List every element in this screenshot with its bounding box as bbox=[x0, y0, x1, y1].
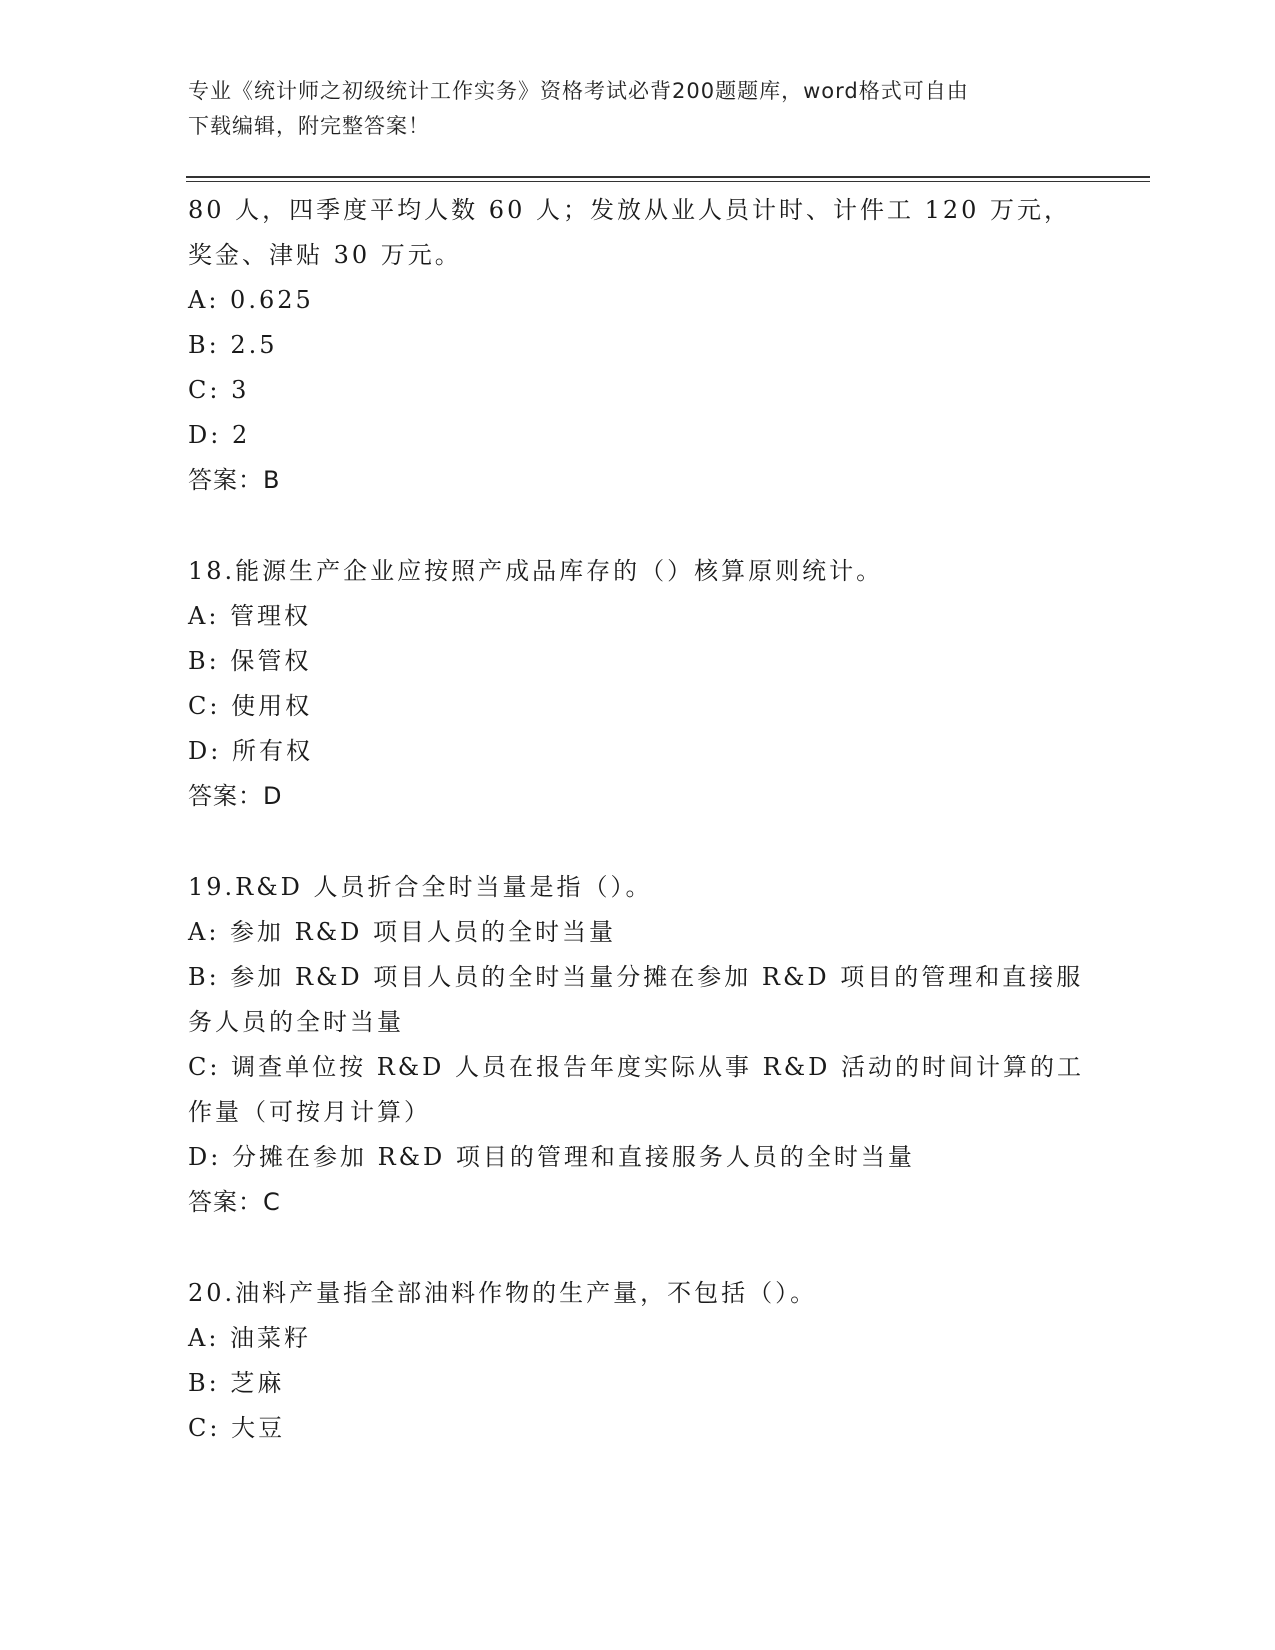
question-19 bbox=[188, 865, 1088, 1225]
question-spacer bbox=[188, 503, 1088, 549]
question-17-option-c: C: 3 bbox=[188, 376, 250, 404]
question-19-option-d: D: 分摊在参加 R&D 项目的管理和直接服务人员的全时当量 bbox=[188, 1143, 915, 1171]
question-19-option-b-line-1: B: 参加 R&D 项目人员的全时当量分摊在参加 R&D 项目的管理和直接服 bbox=[188, 963, 1084, 991]
question-17-option-a: A: 0.625 bbox=[188, 286, 314, 314]
question-20-option-b: B: 芝麻 bbox=[188, 1369, 285, 1397]
question-17 bbox=[188, 188, 1088, 503]
question-17-option-b: B: 2.5 bbox=[188, 331, 278, 359]
question-20-stem: 20.油料产量指全部油料作物的生产量，不包括（）。 bbox=[188, 1279, 818, 1307]
header-divider-bottom bbox=[186, 181, 1150, 182]
header-line-2: 下载编辑，附完整答案！ bbox=[188, 114, 430, 138]
question-19-option-a: A: 参加 R&D 项目人员的全时当量 bbox=[188, 918, 616, 946]
question-18 bbox=[188, 549, 1088, 819]
question-20-option-c: C: 大豆 bbox=[188, 1414, 286, 1442]
question-19-option-c-line-2: 作量（可按月计算） bbox=[188, 1098, 431, 1126]
question-spacer bbox=[188, 1225, 1088, 1271]
question-20 bbox=[188, 1271, 1088, 1451]
question-list bbox=[188, 188, 1088, 1451]
question-17-answer: 答案：B bbox=[188, 466, 281, 494]
question-18-option-c: C: 使用权 bbox=[188, 692, 313, 720]
question-17-option-d: D: 2 bbox=[188, 421, 251, 449]
question-19-stem: 19.R&D 人员折合全时当量是指（）。 bbox=[188, 873, 653, 901]
question-19-option-b-line-2: 务人员的全时当量 bbox=[188, 1008, 404, 1036]
header-divider-top bbox=[186, 176, 1150, 178]
question-17-stem-line-2: 奖金、津贴 30 万元。 bbox=[188, 241, 462, 269]
question-18-option-b: B: 保管权 bbox=[188, 647, 312, 675]
question-spacer bbox=[188, 819, 1088, 865]
header-line-1: 专业《统计师之初级统计工作实务》资格考试必背200题题库，word格式可自由 bbox=[188, 79, 969, 103]
question-18-option-a: A: 管理权 bbox=[188, 602, 312, 630]
question-18-option-d: D: 所有权 bbox=[188, 737, 313, 765]
question-19-option-c-line-1: C: 调查单位按 R&D 人员在报告年度实际从事 R&D 活动的时间计算的工 bbox=[188, 1053, 1084, 1081]
document-header bbox=[188, 74, 1068, 144]
question-18-answer: 答案：D bbox=[188, 782, 283, 810]
question-19-answer: 答案：C bbox=[188, 1188, 281, 1216]
question-20-option-a: A: 油菜籽 bbox=[188, 1324, 312, 1352]
question-18-stem: 18.能源生产企业应按照产成品库存的（）核算原则统计。 bbox=[188, 557, 884, 585]
question-17-stem-line-1: 80 人，四季度平均人数 60 人；发放从业人员计时、计件工 120 万元， bbox=[188, 196, 1072, 224]
